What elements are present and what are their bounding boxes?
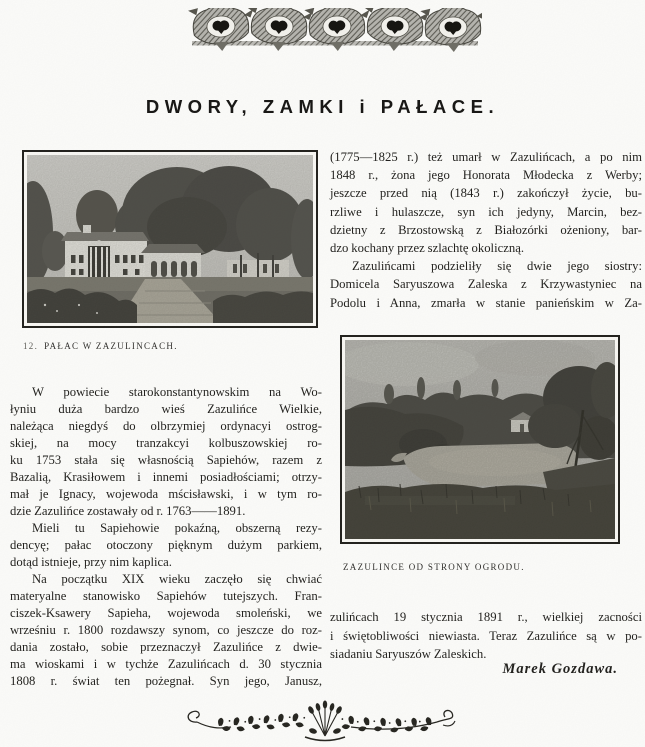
article-left-column [10, 384, 322, 690]
text-line: siadaniu Saryuszów Zaleskich. [330, 647, 487, 661]
figure-number: 12. [23, 341, 39, 351]
text-line: Zazulińcami podzieliły się dwie jego siostry: [352, 259, 642, 274]
text-line: Mieli tu Sapiehowie pokaźną, obszerną rezy- [32, 521, 322, 535]
palace-figure [22, 150, 318, 328]
text-line: dotąd istnieje, przy nim kaplica. [10, 555, 172, 569]
garden-figure [340, 335, 620, 544]
text-line: i świętobliwości niewiasta. Teraz Zazulińce są w po- [330, 628, 642, 643]
text-line: łyniu duża bardzo wieś Zazulińce Wielkie, [10, 402, 322, 416]
text-line: należąca niegdyś do olbrzymiej ordynacyi ostrog- [10, 419, 322, 433]
seed-pod-frieze-ornament-icon [188, 8, 482, 52]
floral-flourish-icon [185, 700, 465, 744]
text-line: rzliwe i hulaszcze, syn ich jedyny, Marcin, bez- [330, 204, 642, 219]
figure-caption [343, 562, 525, 572]
palace-photo [27, 155, 313, 323]
text-line: 1808 r. świat ten pożegnał. Syn jego, Janusz, [10, 674, 322, 688]
page-title: DWORY, ZAMKI i PAŁACE. [145, 96, 500, 117]
text-line: Podolu i Anna, zmarła w stanie panieńskim w Za- [330, 295, 642, 310]
text-line: wrześniu r. 1800 rozdawszy synom, co jeszcze do roz- [10, 623, 322, 637]
figure-caption-text: PAŁAC W ZAZULINCACH. [44, 341, 178, 351]
figure-caption [23, 341, 178, 351]
text-line: dzie Zazulińce zostawały od r. 1763——1891. [10, 504, 246, 518]
text-line: dania zostało, sobie przeznaczył Zazulińce z dwie- [10, 640, 322, 654]
text-line: Na początku XIX wieku zaczęło się chwiać [32, 572, 322, 586]
text-line: (1775—1825 r.) też umarł w Zazulińcach, a po nim [330, 150, 642, 164]
text-line: ciszek-Ksawery Sapieha, wojewoda smoleński, we [10, 606, 322, 620]
text-line: zulińcach 19 stycznia 1891 r., wielkiej zacności [330, 610, 642, 624]
floral-flourish-ornament-icon [185, 700, 465, 744]
text-line: 1848 r., żona jego Honorata Młodecka z Werby; [330, 168, 642, 183]
text-line: ma wioskami i w tychże Zazulińcach d. 30 stycznia [10, 657, 322, 671]
author-signature: Marek Gozdawa. [502, 661, 618, 677]
seed-pod-frieze-icon [188, 8, 482, 52]
text-line: mał je Ignacy, wojewoda mścisławski, i w tym ro- [10, 487, 322, 501]
text-line: W powiecie starokonstantynowskim na Wo- [32, 385, 322, 399]
article-right-column-top [330, 148, 642, 312]
text-line: jeszcze przed nią (1843 r.) zakończył życie, bu- [330, 186, 642, 201]
article-right-column-bottom [330, 608, 642, 664]
text-line: dzo kochany przez szlachtę okoliczną. [330, 241, 524, 256]
figure-caption-text: ZAZULINCE OD STRONY OGRODU. [343, 562, 525, 572]
text-line: materyalne stanowisko Sapiehów tutejszych. Fran- [10, 589, 322, 603]
text-line: dzietny z Brzostowską z Białozórki ożeniony, bar- [330, 222, 642, 237]
text-line: ku 1753 stała się własnością Sapiehów, razem z [10, 453, 322, 467]
text-line: skiej, na mocy tranzakcyi kolbuszowskiej ro- [10, 436, 322, 450]
text-line: Bazalią, Krasiłowem i innemi posiadłościami; otrzy- [10, 470, 322, 484]
garden-pond-photo [345, 340, 615, 539]
text-line: Domicela Saryuszowa Zaleska z Krzywastyniec na [330, 277, 642, 292]
text-line: dencyę; pałac otoczony pięknym dużym parkiem, [10, 538, 322, 552]
